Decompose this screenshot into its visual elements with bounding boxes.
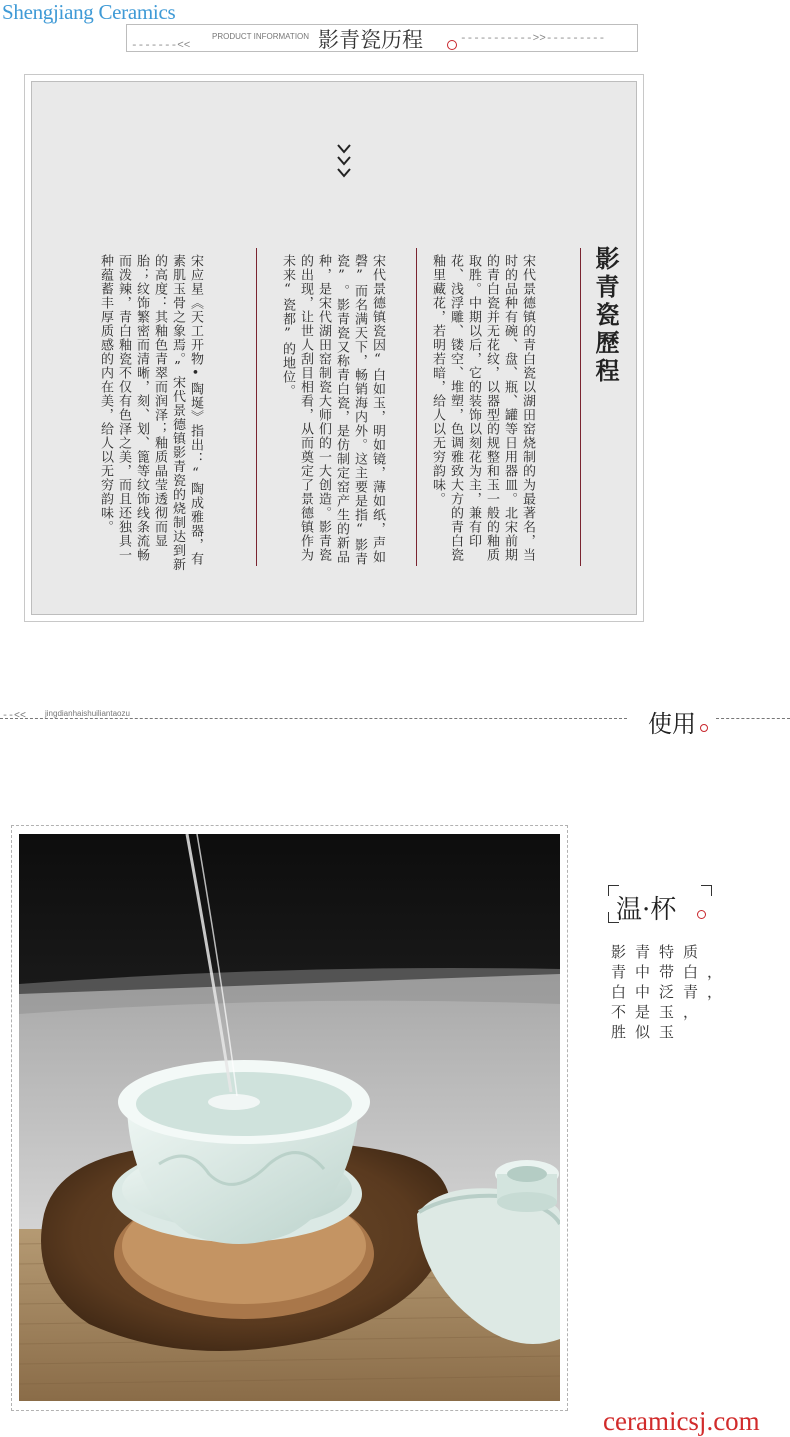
- step-text-line: 影青特质: [611, 943, 708, 961]
- usage-dot-icon: [700, 724, 708, 732]
- history-paragraph-3: 宋应星《天工开物•陶埏》指出：“陶成雅器，有素肌玉骨之象焉。”宋代景德镇影青瓷的烧制达到新的高度：其釉色青翠而润泽；釉质晶莹透彻而显胎；纹饰繁密而清晰，刻、划、篦等纹饰线条流畅而泼辣，青白釉瓷不仅有色泽之美，而且还独具一种蕴蓄丰厚质感的内在美，给人以无穷韵味。: [98, 254, 203, 572]
- column-divider: [416, 248, 417, 566]
- column-divider: [580, 248, 581, 566]
- usage-left-line: [0, 718, 627, 719]
- footer-watermark: ceramicsj.com: [603, 1406, 760, 1436]
- chevron-down-icon: [336, 168, 352, 178]
- history-paragraph-1: 宋代景德镇的青白瓷以湖田窑烧制的为最著名，当时的品种有碗、盘、瓶、罐等日用器皿。北宋前期的青白瓷并无花纹，以器型的规整和玉一般的釉质取胜。中期以后，它的装饰以刻花为主，兼有印花、浅浮雕、镂空、堆塑，色调雅致大方的青白瓷釉里藏花，若明若暗，给人以无穷韵味。: [430, 254, 535, 562]
- header-left-dashes: -------<<: [131, 40, 191, 52]
- usage-subtitle: jingdianhaishuiliantaozu: [45, 709, 130, 718]
- chevron-down-icon: [336, 156, 352, 166]
- chevron-down-icon: [336, 144, 352, 154]
- step-text-line: 胜似玉: [611, 1023, 684, 1041]
- column-divider: [256, 248, 257, 566]
- header-dot-icon: [447, 40, 457, 50]
- step-text-line: 白中泛青，: [611, 983, 732, 1001]
- header-subtitle: PRODUCT INFORMATION: [212, 32, 310, 41]
- header-right-dashes: ----------->>---------: [460, 33, 606, 45]
- step-dot-icon: [697, 910, 706, 919]
- step-text-line: 不是玉，: [611, 1003, 708, 1021]
- usage-right-line: [716, 718, 790, 719]
- step-text-line: 青中带白，: [611, 963, 732, 981]
- header-title: 影青瓷历程: [318, 28, 423, 52]
- bracket-top-right: [701, 885, 712, 896]
- usage-left-dashes: --<<: [2, 711, 27, 722]
- gaiwan-photo: [19, 834, 560, 1401]
- history-title: 影青瓷歷程: [591, 246, 620, 386]
- usage-title: 使用: [648, 710, 696, 738]
- history-paragraph-2: 宋代景德镇瓷因“白如玉，明如镜，薄如纸，声如磬”而名满天下，畅销海内外。这主要是指“影青瓷”。影青瓷又称青白瓷，是仿制定窑产生的新品种，是宋代湖田窑制瓷大师们的一大创造。影青瓷的出现，让世人刮目相看，从而奠定了景德镇作为未来“瓷都”的地位。: [280, 254, 385, 566]
- step-title: 温·杯: [616, 895, 677, 925]
- brand-logo-text: Shengjiang Ceramics: [2, 0, 176, 24]
